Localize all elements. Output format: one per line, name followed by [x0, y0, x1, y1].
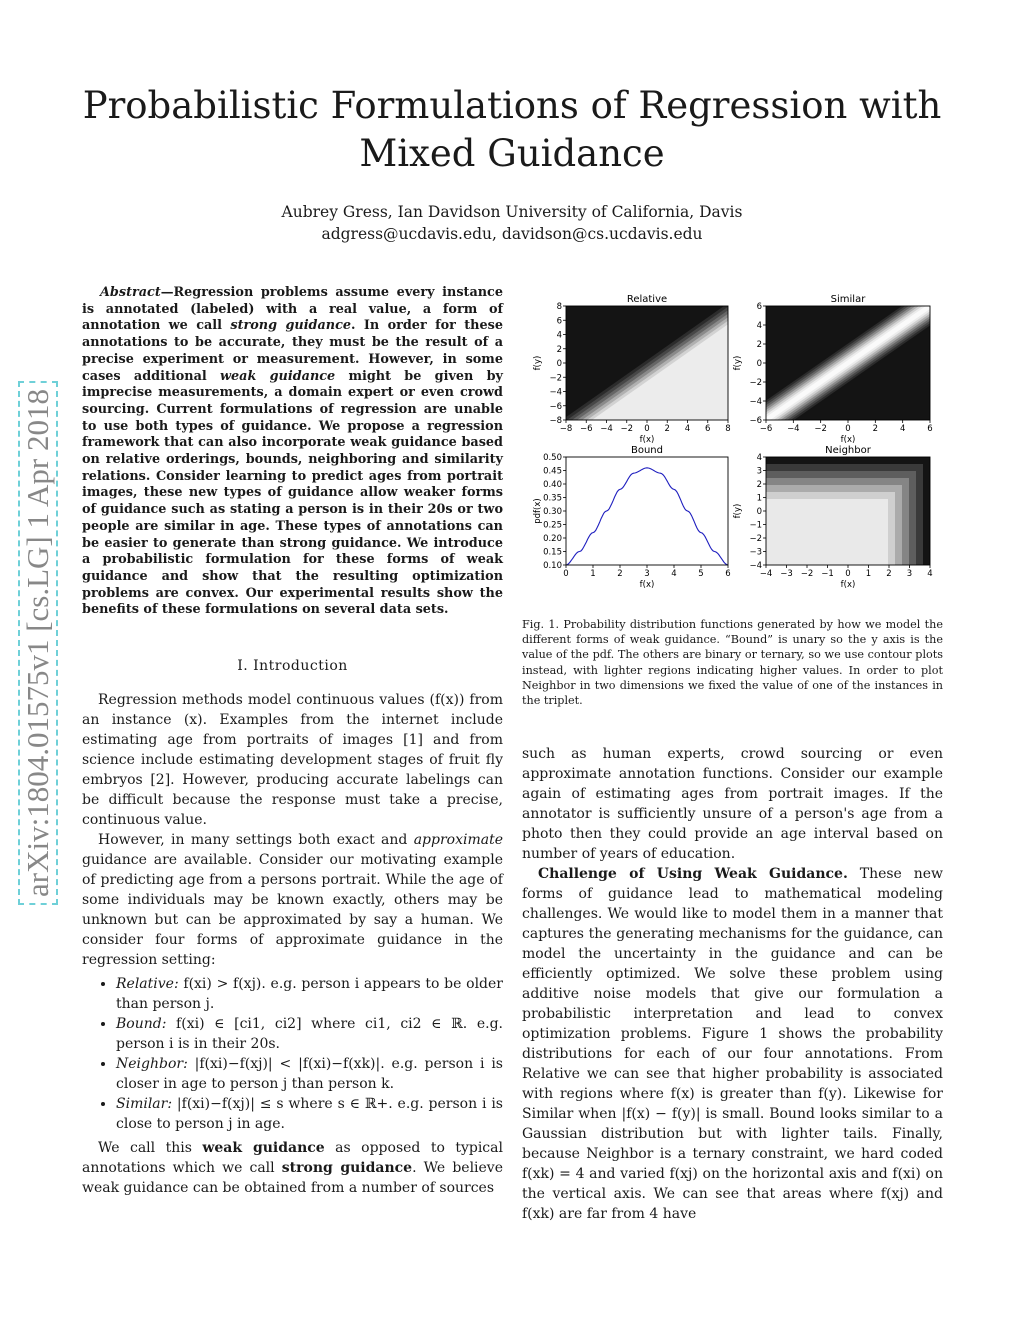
y-tick-label: −2 [749, 534, 762, 544]
bound-plot [533, 445, 731, 590]
intro-paragraph-1: Regression methods model continuous values (f(x)) from an instance (x). Examples from the internet include estimating age from portraits of images [1] and from science include estimating development stages of fruit fly embryos [2]. However, producing accurate labelings can be difficult because the response must take a precise, continuous value. [82, 692, 503, 828]
x-tick-label: −6 [579, 424, 593, 434]
y-tick-label: 2 [756, 340, 762, 350]
y-tick-label: 0 [756, 507, 762, 517]
y-axis-label: f(y) [733, 503, 743, 519]
intro-paragraph-2 [82, 830, 503, 970]
list-item [116, 974, 503, 1014]
neighbor-plot [733, 445, 933, 590]
abstract [82, 285, 503, 619]
y-tick-label: −2 [749, 378, 762, 388]
list-item [116, 1094, 503, 1134]
y-axis-label: pdf(x) [533, 498, 543, 524]
bullet-label: Relative: [116, 976, 179, 992]
y-tick-label: −8 [549, 416, 562, 426]
abstract-strong: strong guidance [230, 318, 352, 334]
y-tick-label: 4 [556, 330, 562, 341]
y-tick-label: 0.40 [543, 480, 562, 490]
intro-p2-italic: approximate [413, 832, 503, 848]
x-tick-label: 0 [845, 424, 851, 434]
similar-contours [738, 306, 942, 420]
x-tick-label: −4 [759, 569, 773, 579]
x-tick-label: −4 [600, 424, 613, 434]
y-tick-label: 0.50 [543, 453, 562, 463]
intro-p3-c: . We believe weak guidance can be obtained from a number of sources [82, 1160, 503, 1196]
y-tick-label: 0.20 [543, 534, 562, 544]
challenge-heading: Challenge of Using Weak Guidance. [538, 866, 848, 882]
x-axis-label: f(x) [639, 435, 655, 445]
x-tick-label: 6 [705, 424, 711, 434]
y-tick-label: 0.30 [543, 507, 562, 517]
y-tick-label: −6 [549, 401, 562, 412]
x-tick-label: −8 [559, 424, 573, 434]
neighbor-contour [766, 499, 888, 565]
x-tick-label: 3 [644, 569, 650, 579]
plot-title: Neighbor [825, 445, 871, 456]
figure-1 [522, 290, 942, 610]
x-tick-label: 4 [671, 569, 677, 579]
x-tick-label: −2 [800, 569, 814, 579]
x-tick-label: 1 [865, 569, 872, 579]
y-tick-label: 2 [756, 480, 762, 490]
y-tick-label: −3 [749, 547, 762, 558]
x-tick-label: −2 [620, 424, 634, 434]
y-tick-label: 6 [756, 302, 762, 312]
y-tick-label: 0.25 [543, 520, 562, 531]
plot-title: Bound [630, 445, 664, 456]
y-tick-label: 3 [756, 466, 762, 477]
y-tick-label: 6 [556, 316, 562, 327]
y-axis-label: f(y) [533, 355, 543, 371]
arxiv-stamp: arXiv:1804.01575v1 [cs.LG] 1 Apr 2018 [18, 381, 58, 905]
intro-p2-a: However, in many settings both exact and [98, 832, 414, 848]
x-tick-label: 0 [644, 424, 650, 434]
x-tick-label: 6 [927, 424, 933, 434]
intro-p3-bold2: strong guidance [281, 1160, 413, 1176]
abstract-part3: might be given by imprecise measurements, a domain expert or even crowd sourcing. Current formulations of regression are unable to use both types of guidance. We propose a regression framework that can also incorporate weak guidance based on relative orderings, bounds, neighboring and similarity relations. Consider learning to predict ages from portrait images, these new types of guidance allow weaker forms of guidance such as stating a person is in their 20s or two people are similar in age. These types of annotations can be easier to generate than strong guidance. We introduce a probabilistic formulation for these forms of weak guidance and show that the resulting optimization problems are convex. Our experimental results show the benefits of these formulations on several data sets. [82, 368, 503, 618]
x-tick-label: 4 [927, 569, 933, 579]
list-item [116, 1014, 503, 1054]
plot-title: Similar [830, 294, 866, 305]
intro-paragraph-3 [82, 1138, 503, 1198]
y-tick-label: 0.35 [543, 493, 562, 504]
x-tick-label: 6 [725, 569, 731, 579]
paper-title: Probabilistic Formulations of Regression with Mixed Guidance [82, 84, 942, 175]
abstract-part1: —Regression problems assume every instance is annotated (labeled) with a real value, a form of annotation we call [82, 285, 503, 334]
x-tick-label: −1 [821, 569, 834, 579]
y-axis-label: f(y) [733, 355, 743, 371]
guidance-list [82, 974, 503, 1134]
y-tick-label: 1 [756, 493, 762, 504]
bullet-text: |f(xi)−f(xj)| < |f(xi)−f(xk)|. e.g. person i is closer in age to person j than person k. [116, 1056, 503, 1092]
x-tick-label: 3 [906, 569, 913, 579]
left-column [82, 690, 503, 1198]
x-tick-label: 2 [617, 569, 623, 579]
bullet-label: Neighbor: [116, 1056, 188, 1072]
x-tick-label: −4 [787, 424, 800, 434]
y-tick-label: −6 [749, 416, 762, 426]
x-tick-label: −6 [759, 424, 773, 434]
x-tick-label: 0 [563, 569, 569, 579]
bullet-text: f(xi) > f(xj). e.g. person i appears to be older than person j. [116, 976, 503, 1012]
y-tick-label: 0.15 [543, 547, 562, 558]
list-item [116, 1054, 503, 1094]
x-tick-label: 4 [899, 424, 906, 434]
abstract-part2: . In order for these annotations to be accurate, they must be the result of a precise experiment or measurement. However, in some cases additional [82, 318, 503, 384]
bullet-text: f(xi) ∈ [ci1, ci2] where ci1, ci2 ∈ ℝ. e.g. person i is in their 20s. [116, 1016, 503, 1052]
bullet-label: Similar: [116, 1096, 173, 1112]
y-tick-label: 8 [556, 302, 562, 312]
x-tick-label: −2 [814, 424, 827, 434]
right-column [522, 744, 943, 1224]
right-paragraph-2 [522, 864, 943, 1224]
y-tick-label: −4 [549, 387, 562, 398]
intro-p3-bold1: weak guidance [202, 1140, 325, 1156]
x-axis-label: f(x) [840, 435, 856, 445]
plot-title: Relative [626, 294, 668, 305]
similar-plot [733, 294, 942, 445]
y-tick-label: 0 [756, 359, 762, 369]
x-tick-label: 2 [886, 569, 892, 579]
right-paragraph-1: such as human experts, crowd sourcing or even approximate annotation functions. Consider our example again of estimating ages from portrait images. If the annotator is sufficiently unsure of a person's age from a photo then they could provide an age interval based on number of years of education. [522, 746, 943, 862]
y-tick-label: −1 [749, 520, 762, 531]
x-axis-label: f(x) [639, 580, 655, 590]
intro-p3-a: We call this [98, 1140, 203, 1156]
x-tick-label: 2 [664, 424, 670, 434]
bound-background [566, 457, 728, 565]
intro-p3-b: as opposed to typical annotations which we call [82, 1140, 503, 1176]
author-emails: adgress@ucdavis.edu, davidson@cs.ucdavis.edu [321, 225, 703, 243]
author-block [112, 201, 912, 245]
abstract-label: Abstract [100, 285, 161, 300]
y-tick-label: 0.45 [543, 466, 562, 477]
abstract-weak: weak guidance [220, 368, 336, 384]
y-tick-label: 0.10 [543, 561, 562, 571]
author-names: Aubrey Gress, Ian Davidson University of California, Davis [281, 203, 743, 221]
x-tick-label: 0 [845, 569, 851, 579]
x-tick-label: 8 [725, 424, 731, 434]
x-axis-label: f(x) [840, 580, 856, 590]
section-heading: I. Introduction [237, 658, 348, 674]
y-tick-label: −4 [749, 561, 762, 571]
x-tick-label: 1 [590, 569, 596, 579]
bullet-text: |f(xi)−f(xj)| ≤ s where s ∈ ℝ+. e.g. person i is close to person j in age. [116, 1096, 503, 1132]
y-tick-label: −4 [749, 397, 762, 407]
y-tick-label: 4 [756, 453, 762, 463]
y-tick-label: 4 [756, 321, 762, 331]
intro-p2-b: guidance are available. Consider our motivating example of predicting age from a persons portrait. While the age of some individuals may be known exactly, others may be unknown but can be approximated by say a human. We consider four forms of approximate guidance in the regression setting: [82, 852, 503, 968]
x-tick-label: 5 [698, 569, 704, 579]
figure-caption: Fig. 1. Probability distribution functions generated by how we model the different forms of weak guidance. “Bound” is unary so the y axis is the value of the pdf. The others are binary or ternary, so we use contour plots instead, with lighter regions indicating higher values. In order to plot Neighbor in two dimensions we fixed the value of one of the instances in the triplet. [522, 618, 943, 708]
challenge-text: These new forms of guidance lead to mathematical modeling challenges. We would like to model them in a manner that captures the generating mechanisms for the guidance, can model the uncertainty in the guidance and can be efficiently optimized. We solve these problem using additive noise models that give our formulation a probabilistic interpretation and lead to convex optimization problems. Figure 1 shows the probability distributions for each of our four annotations. From Relative we can see that higher probability is associated with regions where f(x) is greater than f(y). Likewise for Similar when |f(x) − f(y)| is small. Bound looks similar to a Gaussian distribution but with lighter tails. Finally, because Neighbor is a ternary constraint, we hard coded f(xk) = 4 and varied f(xj) on the horizontal axis and f(xi) on the vertical axis. We can see that areas where f(xj) and f(xk) are far from 4 have [522, 866, 944, 1222]
x-tick-label: 2 [872, 424, 879, 434]
y-tick-label: 0 [556, 359, 562, 369]
y-tick-label: −2 [549, 373, 562, 384]
figure-1-plots [522, 290, 942, 610]
bullet-label: Bound: [116, 1016, 167, 1032]
x-tick-label: 4 [684, 424, 691, 434]
y-tick-label: 2 [556, 344, 562, 355]
x-tick-label: −3 [780, 569, 793, 579]
